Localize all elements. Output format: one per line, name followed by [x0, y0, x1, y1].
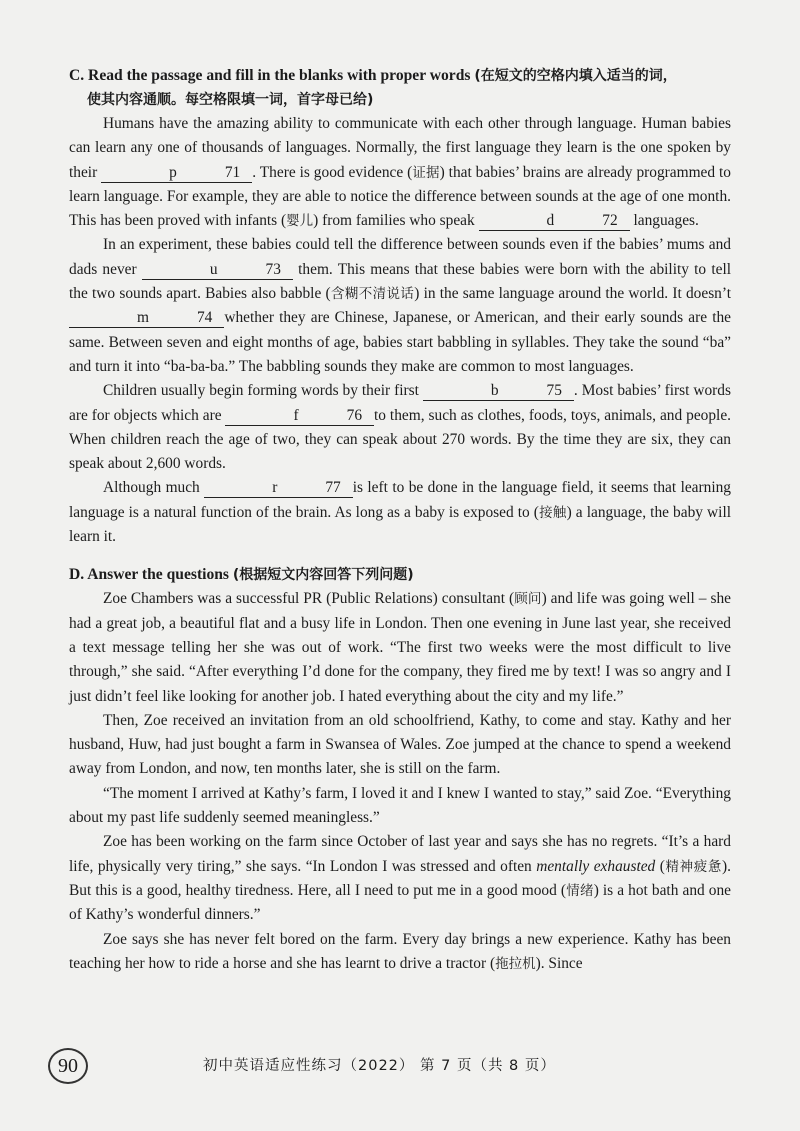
blank-number: 77 — [325, 479, 341, 497]
text-run: them. This means that these babies were born with the ability to tell the two sounds apart. Babies also babble ( — [69, 260, 731, 303]
text-run: ) from families who speak — [313, 212, 479, 230]
text-run: Humans have the amazing ability to communicate with each other through language. Human babies can learn any one of thousands of languages. Normally, the first language they learn is the one spoken by their — [69, 115, 731, 181]
blank-number: 73 — [265, 260, 281, 278]
section-c-heading-cn2: 使其内容通顺。每空格限填一词，首字母已给) — [87, 92, 374, 108]
text-run: Zoe Chambers was a successful PR (Public Relations) consultant ( — [103, 590, 515, 608]
text-run: ) that babies’ brains are already programmed to learn language. For example, they are able to notice the difference between sounds at the age of one month. This has been proved with infants ( — [69, 163, 732, 230]
section-c-heading-en: C. Read the passage and fill in the blanks with proper words — [69, 67, 475, 84]
section-d-heading — [69, 563, 731, 587]
text-run: . Most babies’ first words are for objects which are — [69, 382, 731, 424]
blank-71[interactable] — [101, 164, 252, 183]
chinese-gloss: 顾问 — [514, 591, 542, 608]
blank-74[interactable] — [69, 309, 224, 328]
chinese-gloss: 情绪 — [566, 882, 594, 899]
blank-initial-letter: b — [490, 382, 499, 400]
chinese-gloss: 证据 — [412, 164, 440, 181]
text-run: ) a language, the baby will learn it. — [69, 503, 731, 546]
blank-number: 75 — [546, 382, 562, 400]
chinese-gloss: 接触 — [538, 504, 567, 521]
section-d-paragraph-1 — [69, 587, 731, 708]
page-number-circle: 90 — [48, 1048, 88, 1084]
section-d-heading-en: D. Answer the questions — [69, 566, 233, 584]
footer-text: 初中英语适应性练习（2022） 第 7 页（共 8 页） — [203, 1058, 556, 1074]
blank-initial-letter: m — [137, 309, 149, 327]
text-run: ( — [655, 857, 665, 875]
text-run: is left to be done in the language field, it seems that learning language is a natural function of the brain. As long as a baby is exposed to ( — [69, 479, 731, 521]
text-run: ) is a hot bath and one of Kathy’s wonderful dinners.” — [69, 881, 732, 924]
section-c-heading — [69, 64, 731, 112]
emphasis-text: mentally exhausted — [536, 857, 656, 875]
section-c-paragraph-2 — [69, 233, 731, 379]
blank-number: 74 — [196, 309, 213, 327]
blank-number: 72 — [602, 212, 618, 230]
page-content — [69, 64, 731, 976]
text-run: . There is good evidence ( — [252, 163, 413, 181]
chinese-gloss: 拖拉机 — [495, 955, 536, 972]
text-run: ). But this is a good, healthy tiredness. Here, all I need to put me in a good mood ( — [69, 857, 731, 899]
text-run: whether they are Chinese, Japanese, or American, and their early sounds are the same. Between seven and eight months of age, babies start babbling in syllables. They take the sound “ba” and turn it into “ba-ba-ba.” The babbling sounds they make are common to most languages. — [69, 309, 731, 375]
blank-73[interactable] — [142, 261, 293, 280]
blank-number: 76 — [346, 406, 363, 424]
section-d-paragraph-2: Then, Zoe received an invitation from an old schoolfriend, Kathy, to come and stay. Kathy and her husband, Huw, had just bought a farm in Swansea of Wales. Zoe jumped at the chance to spend a weekend away from London, and now, ten months later, she is still on the farm. — [69, 711, 731, 778]
section-d-paragraph-3: “The moment I arrived at Kathy’s farm, I loved it and I knew I wanted to stay,” said Zoe. “Everything about my past life suddenly seemed meaningless.” — [69, 784, 731, 827]
section-c-heading-cn1: (在短文的空格内填入适当的词， — [474, 68, 677, 84]
text-run: languages. — [629, 212, 699, 230]
section-d-paragraph-5 — [69, 928, 731, 977]
blank-76[interactable] — [225, 407, 374, 426]
chinese-gloss: 精神疲惫 — [664, 858, 723, 875]
text-run: ). Since — [535, 954, 583, 972]
blank-75[interactable] — [423, 382, 574, 401]
section-d-paragraph-4 — [69, 830, 731, 927]
blank-initial-letter: f — [293, 406, 299, 424]
section-c-paragraph-1 — [69, 112, 731, 233]
blank-number: 71 — [224, 163, 241, 181]
text-run: ) and life was going well – she had a great job, a beautiful flat and a busy life in London. Then one evening in June last year, she received a text message telling her she was out of work. “The first two weeks were the most difficult to live through,” she said. “After everything I’d done for the company, they fired me by text! I was so angry and I just didn’t feel like looking for another job. I hated everything about the city and my life.” — [69, 590, 732, 705]
text-run: Zoe says she has never felt bored on the farm. Every day brings a new experience. Kathy has been teaching her how to ride a horse and she has learnt to drive a tractor ( — [69, 930, 731, 972]
blank-72[interactable] — [479, 212, 630, 231]
text-run: Children usually begin forming words by their first — [103, 382, 423, 400]
blank-initial-letter: p — [169, 163, 177, 181]
text-run: to them, such as clothes, foods, toys, animals, and people. When children reach the age of two, they can speak about 270 words. By the time they are six, they can speak about 2,600 words. — [69, 406, 731, 473]
section-c-paragraph-4 — [69, 476, 731, 549]
blank-initial-letter: r — [272, 479, 278, 497]
text-run: Although much — [103, 479, 205, 497]
section-d-heading-cn: (根据短文内容回答下列问题) — [232, 567, 414, 584]
chinese-gloss: 含糊不清说话 — [330, 286, 415, 303]
section-c-paragraph-3 — [69, 379, 731, 476]
blank-initial-letter: d — [546, 212, 555, 230]
text-run: In an experiment, these babies could tell the difference between sounds even if the babies’ mums and dads never — [69, 236, 731, 278]
text-run: ) in the same language around the world. It doesn’t — [414, 285, 731, 303]
text-run: Zoe has been working on the farm since October of last year and says she has no regrets. “It’s a hard life, physically very tiring,” she says. “In London I was stressed and often — [69, 833, 731, 875]
section-spacer — [69, 549, 731, 563]
blank-initial-letter: u — [209, 260, 218, 278]
chinese-gloss: 婴儿 — [286, 213, 314, 230]
page-footer — [48, 1048, 748, 1088]
blank-77[interactable] — [204, 479, 353, 498]
